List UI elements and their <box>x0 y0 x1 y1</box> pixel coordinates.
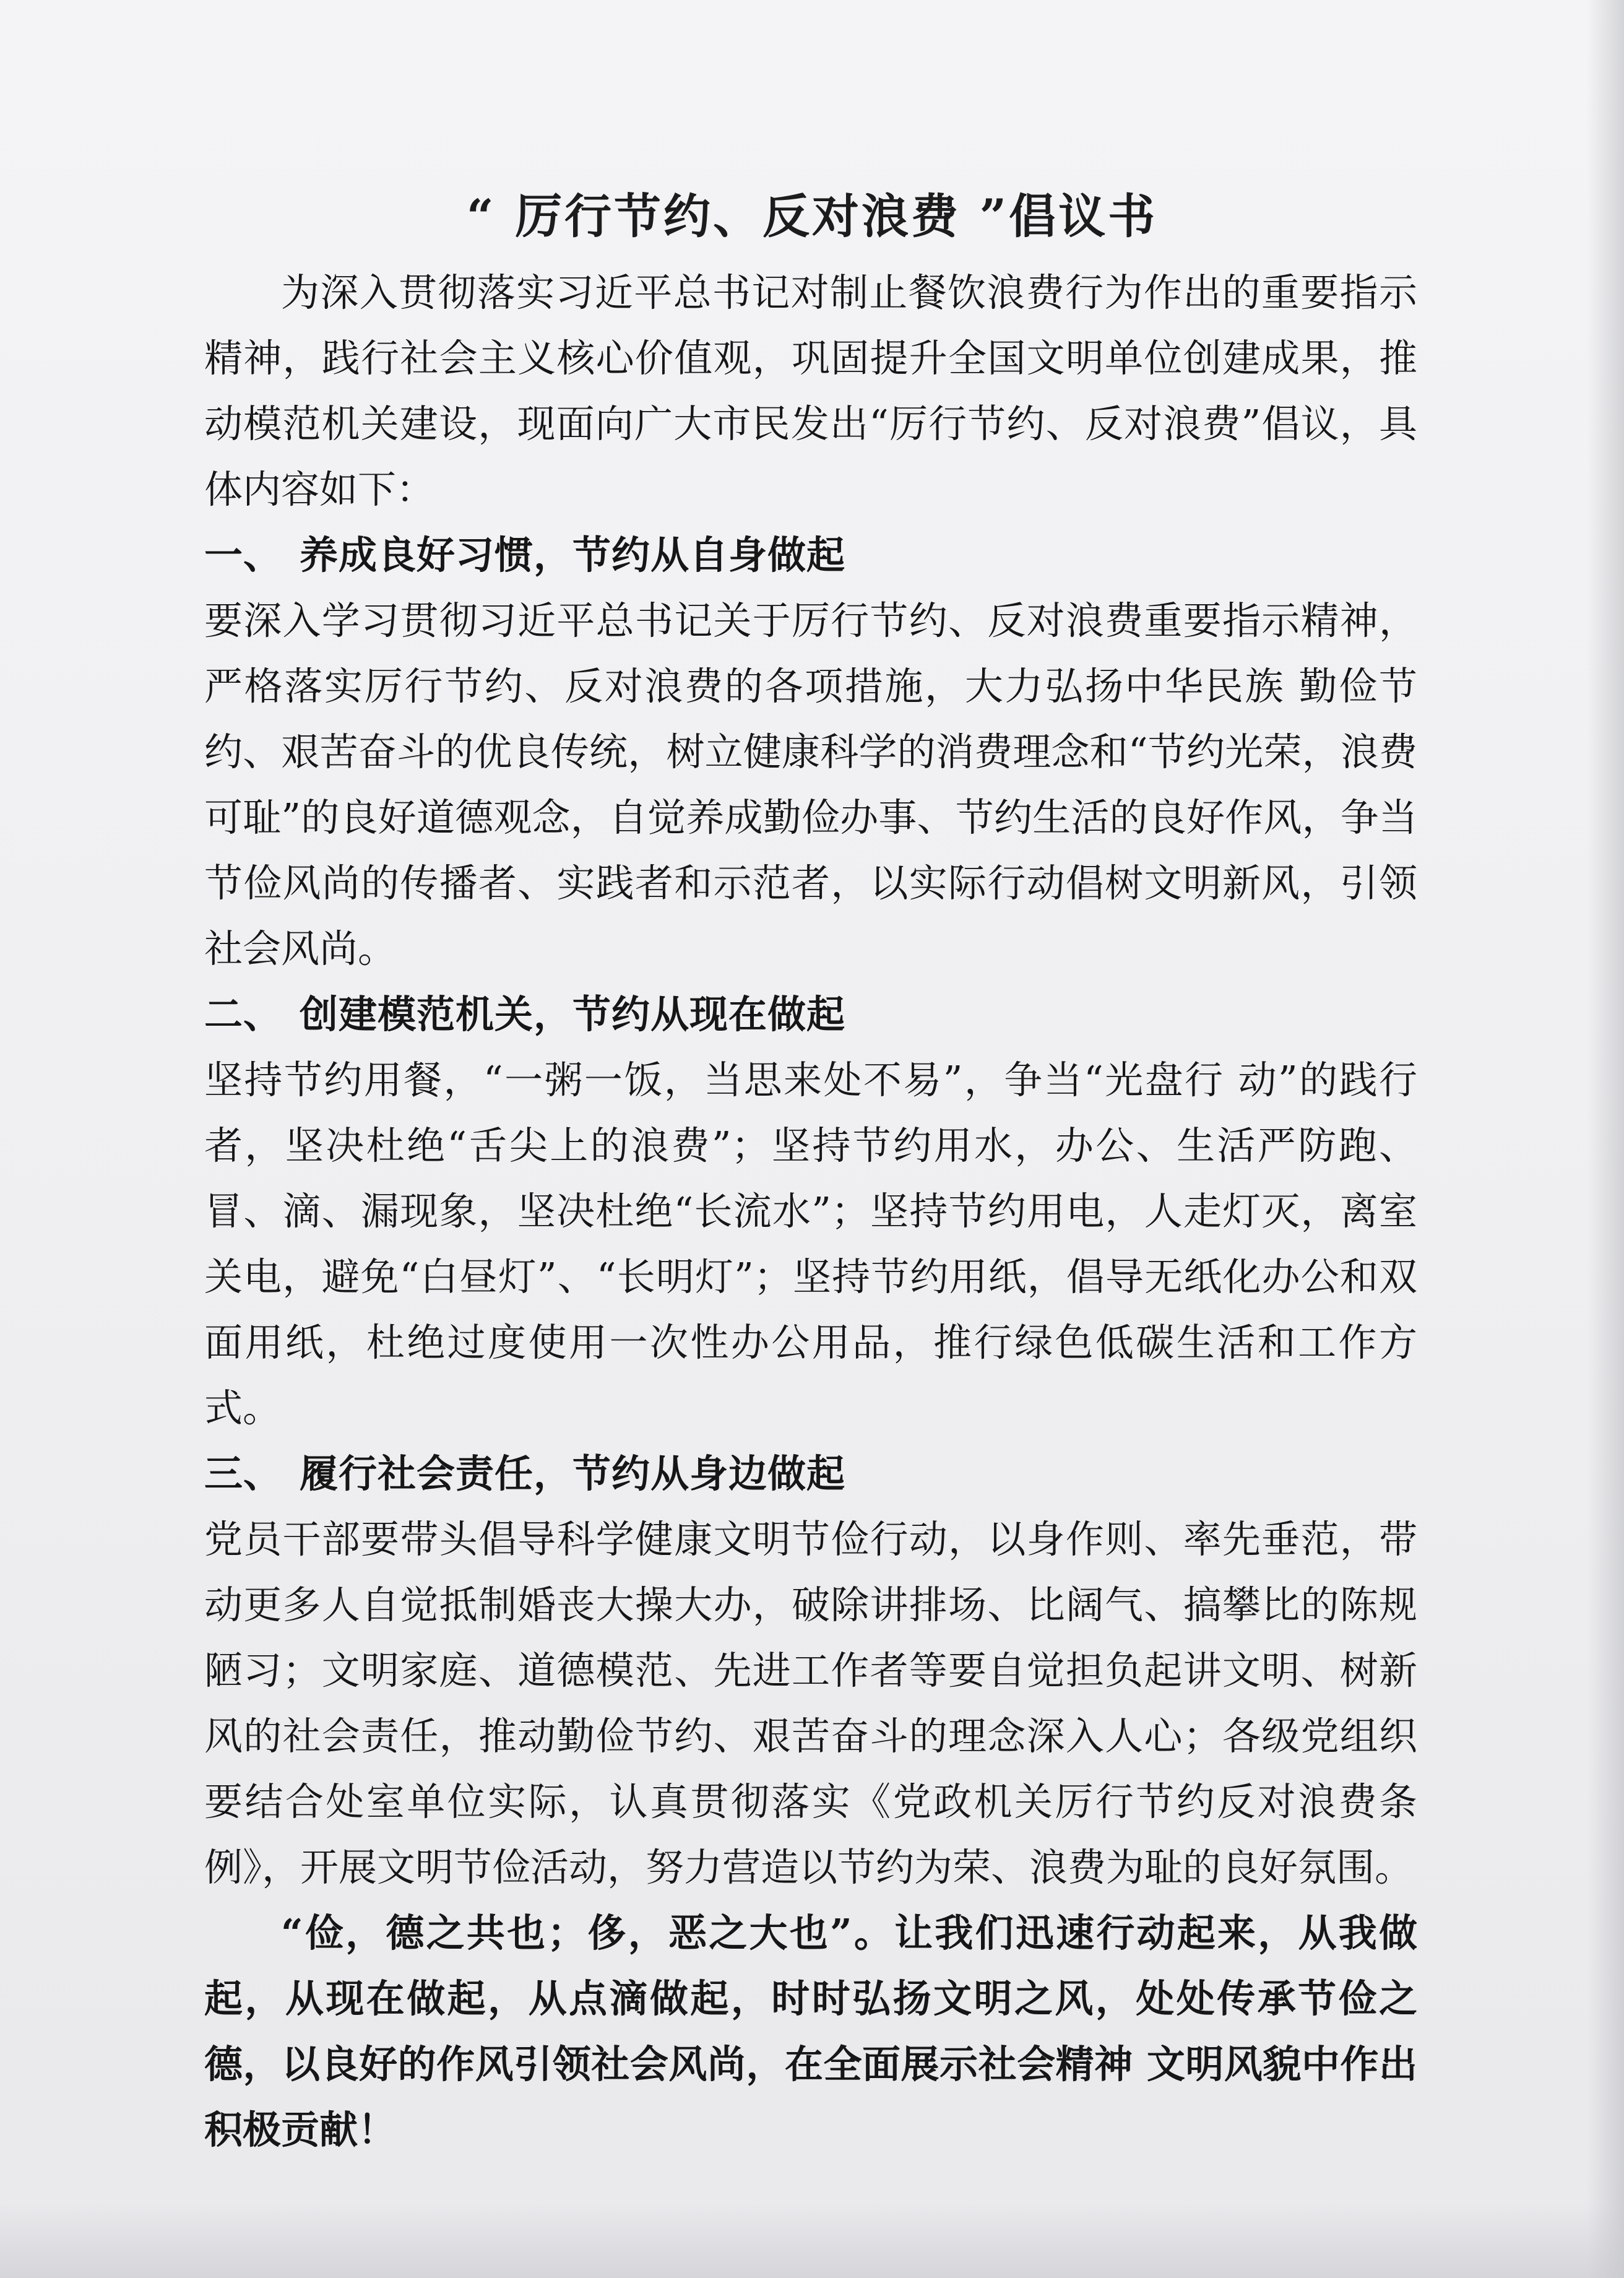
section-number-3: 三、 <box>204 1451 283 1496</box>
section-paragraph-3: 党员干部要带头倡导科学健康文明节俭行动，以身作则、率先垂范，带动更多人自觉抵制婚丧大操大办，破除讲排场、比阔气、搞攀比的陈规陋习；文明家庭、道德模范、先进工作者等要自觉担负起讲文明、树新风的社会责任，推动勤俭节约、艰苦奋斗的理念深入人心；各级党组织要结合处室单位实际，认真贯彻落实《党政机关厉行节约反对浪费条例》，开展文明节俭活动，努力营造以节约为荣、浪费为耻的良好氛围。 <box>204 1517 1417 1890</box>
intro-paragraph: 为深入贯彻落实习近平总书记对制止餐饮浪费行为作出的重要指示精神，践行社会主义核心价值观，巩固提升全国文明单位创建成果，推动模范机关建设，现面向广大市民发出“厉行节约、反对浪费”倡议，具体内容如下： <box>204 270 1417 512</box>
section-heading-2 <box>204 982 1417 1047</box>
section-heading-1 <box>204 522 1417 588</box>
section-heading-text-1: 养成良好习惯，节约从自身做起 <box>300 532 846 578</box>
section-heading-text-2: 创建模范机关，节约从现在做起 <box>300 992 846 1037</box>
section-number-2: 二、 <box>204 992 283 1037</box>
page-shadow-bottom <box>0 2204 1624 2278</box>
section-number-1: 一、 <box>204 532 283 578</box>
closing-paragraph: “俭，德之共也；侈，恶之大也”。让我们迅速行动起来，从我做起，从现在做起，从点滴做起，时时弘扬文明之风，处处传承节俭之德，以良好的作风引领社会风尚，在全面展示社会精神 文明风貌中作出积极贡献！ <box>204 1910 1417 2152</box>
document-title: “ 厉行节约、反对浪费 ”倡议书 <box>466 189 1158 244</box>
section-paragraph-1: 要深入学习贯彻习近平总书记关于厉行节约、反对浪费重要指示精神，严格落实厉行节约、反对浪费的各项措施，大力弘扬中华民族 勤俭节约、艰苦奋斗的优良传统，树立健康科学的消费理念和“节约光荣，浪费可耻”的良好道德观念，自觉养成勤俭办事、节约生活的良好作风，争当节俭风尚的传播者、实践者和示范者，以实际行动倡树文明新风，引领社会风尚。 <box>204 598 1417 971</box>
section-heading-text-3: 履行社会责任，节约从身边做起 <box>300 1451 846 1496</box>
section-paragraph-2: 坚持节约用餐，“一粥一饭，当思来处不易”，争当“光盘行 动”的践行者，坚决杜绝“舌尖上的浪费”；坚持节约用水，办公、生活严防跑、冒、滴、漏现象，坚决杜绝“长流水”；坚持节约用电，人走灯灭，离室关电，避免“白昼灯”、“长明灯”；坚持节约用纸，倡导无纸化办公和双面用纸，杜绝过度使用一次性办公用品，推行绿色低碳生活和工作方式。 <box>204 1057 1417 1431</box>
section-heading-3 <box>204 1441 1417 1507</box>
document-body <box>204 260 1417 2163</box>
page-shadow-right <box>1587 0 1624 2278</box>
